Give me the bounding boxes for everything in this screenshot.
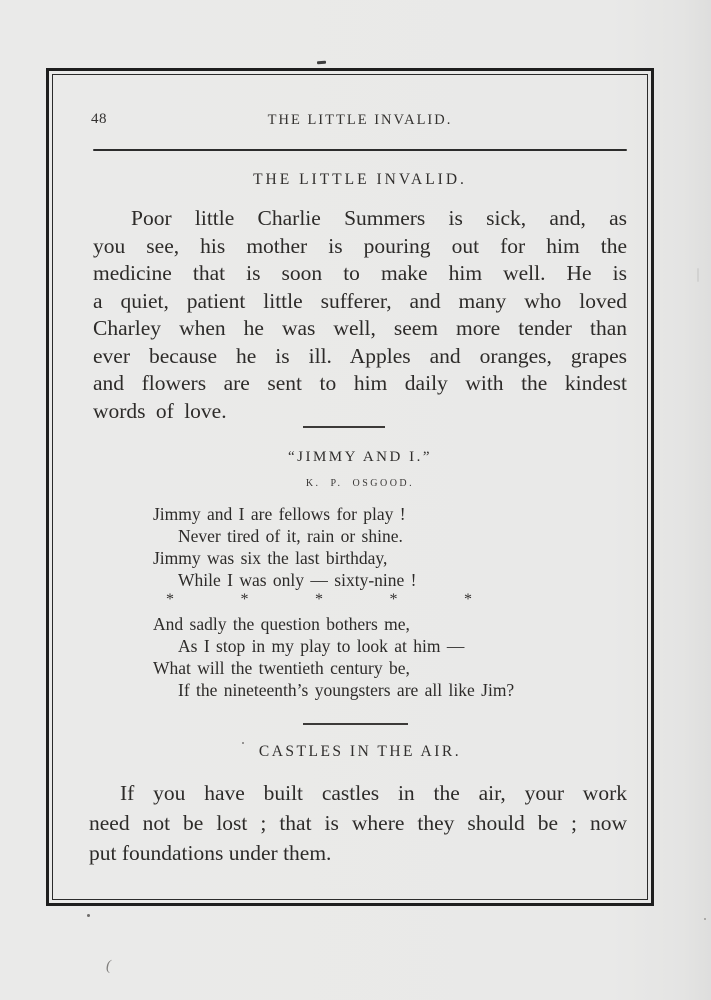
poem-line: If the nineteenth’s youngsters are all like Jim?: [178, 680, 515, 700]
poem-line: Jimmy was six the last birthday,: [153, 548, 388, 568]
story-title: THE LITTLE INVALID.: [253, 171, 467, 188]
header-rule: [93, 149, 627, 151]
castles-paragraph: [89, 778, 627, 868]
story-line: you see, his mother is pouring out for him the: [93, 233, 627, 258]
poem-line: As I stop in my play to look at him —: [178, 636, 465, 656]
scan-curl-artifact: (: [106, 958, 111, 974]
scan-dash-artifact: [317, 61, 326, 64]
asterisk-glyph: *: [389, 591, 398, 608]
section-divider: [303, 426, 385, 428]
poem-line: While I was only — sixty-nine !: [178, 570, 417, 590]
story-line: words of love.: [93, 398, 227, 423]
scan-dot-artifact: [87, 914, 90, 917]
story-line: ever because he is ill. Apples and oranges, grapes: [93, 343, 627, 368]
page-number: 48: [91, 111, 107, 127]
poem-line: Jimmy and I are fellows for play !: [153, 504, 406, 524]
poem-line: And sadly the question bothers me,: [153, 614, 410, 634]
story-line: Poor little Charlie Summers is sick, and, as: [131, 206, 627, 230]
castles-title: CASTLES IN THE AIR.: [258, 743, 462, 760]
story-line: Charley when he was well, seem more tender than: [93, 316, 627, 340]
running-head: THE LITTLE INVALID.: [267, 112, 453, 128]
page-border-frame: [46, 68, 654, 906]
asterisk-glyph: *: [240, 591, 249, 608]
asterisk-glyph: *: [464, 591, 472, 608]
story-line: a quiet, patient little sufferer, and many who loved: [93, 288, 627, 313]
poem-author: K. P. OSGOOD.: [305, 478, 415, 489]
castles-line: need not be lost ; that is where they should be ; now: [89, 811, 627, 835]
poem-body: [153, 503, 633, 701]
asterisk-separator: [166, 591, 472, 613]
scan-speck-artifact: [704, 918, 706, 920]
scan-speck-artifact: [697, 268, 699, 282]
story-paragraph: [93, 205, 627, 425]
section-divider: [303, 723, 408, 725]
asterisk-glyph: *: [315, 591, 323, 608]
story-line: and flowers are sent to him daily with the kindest: [93, 371, 627, 395]
poem-line: What will the twentieth century be,: [153, 658, 410, 678]
castles-line: put foundations under them.: [89, 841, 332, 865]
asterisk-glyph: *: [166, 591, 174, 608]
story-line: medicine that is soon to make him well. He is: [93, 261, 627, 285]
poem-line: Never tired of it, rain or shine.: [178, 526, 403, 546]
castles-line: If you have built castles in the air, your work: [120, 781, 627, 805]
poem-title: “JIMMY AND I.”: [287, 449, 432, 465]
